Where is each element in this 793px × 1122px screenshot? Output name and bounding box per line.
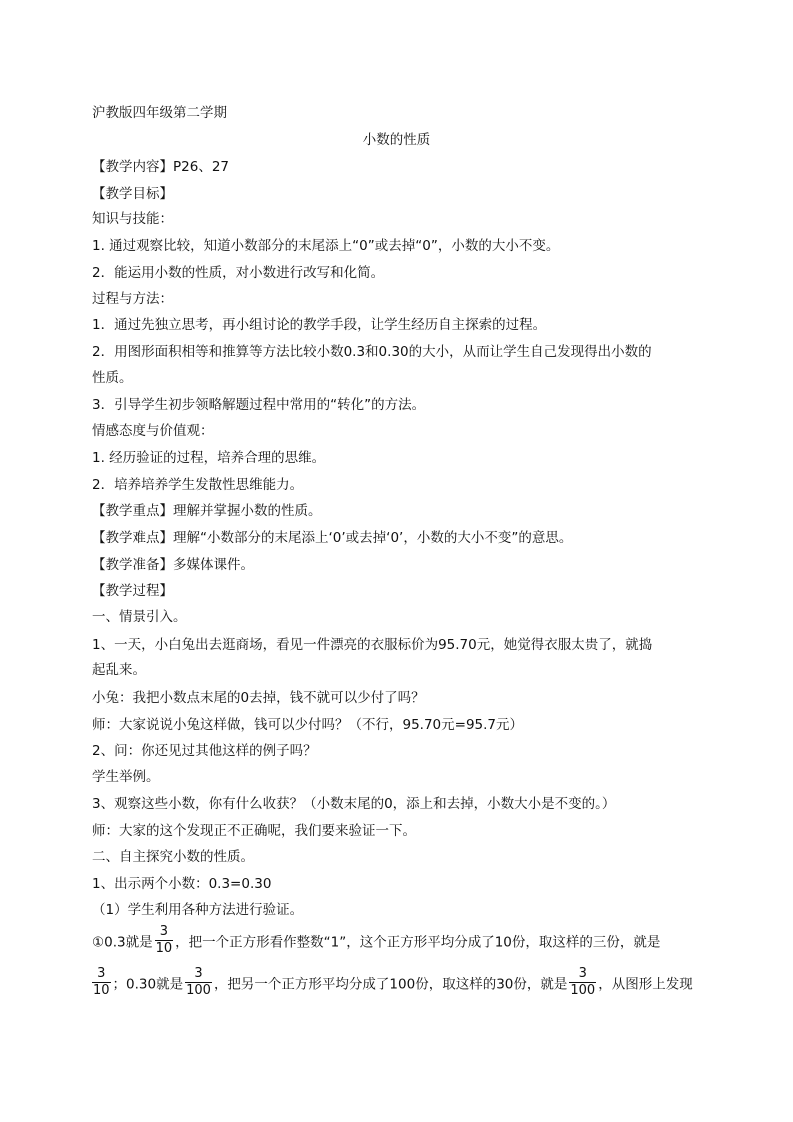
text-line: 【教学过程】: [92, 583, 173, 599]
text-segment: ①0.3就是: [92, 934, 153, 951]
text-line: 2、问：你还见过其他这样的例子吗？: [92, 743, 317, 759]
fraction-denominator: 10: [155, 941, 173, 956]
text-line: 【教学重点】理解并掌握小数的性质。: [92, 503, 322, 519]
fraction: [185, 966, 212, 999]
page-title: 小数的性质: [362, 132, 431, 148]
text-segment: ，从图形上发现: [598, 976, 693, 993]
fraction: [155, 924, 174, 957]
course-label: 沪教版四年级第二学期: [92, 105, 227, 121]
text-line: 起乱来。: [92, 662, 146, 678]
text-line: 性质。: [92, 370, 133, 386]
fraction-numerator: 3: [185, 966, 212, 983]
text-line: 【教学内容】P26、27: [92, 159, 229, 175]
fraction: [569, 966, 596, 999]
fraction: [92, 966, 111, 999]
text-line: 2．用图形面积相等和推算等方法比较小数0.3和0.30的大小，从而让学生自己发现得出小数的: [92, 344, 652, 360]
text-line: 1、一天，小白兔出去逛商场，看见一件漂亮的衣服标价为95.70元，她觉得衣服太贵了，就捣: [92, 637, 653, 653]
text-line: 2．培养培养学生发散性思维能力。: [92, 477, 304, 493]
text-line: 【教学难点】理解“小数部分的末尾添上‘0’或去掉‘0’，小数的大小不变”的意思。: [92, 530, 573, 546]
text-line: 学生举例。: [92, 769, 160, 785]
text-line: 二、自主探究小数的性质。: [92, 849, 254, 865]
text-line: （1）学生利用各种方法进行验证。: [92, 902, 304, 918]
text-line: 3．引导学生初步领略解题过程中常用的“转化”的方法。: [92, 397, 426, 413]
text-line: 1. 通过观察比较，知道小数部分的末尾添上“0”或去掉“0”，小数的大小不变。: [92, 238, 560, 254]
text-line: 1、出示两个小数：0.3=0.30: [92, 876, 272, 892]
text-line: 知识与技能：: [92, 211, 173, 227]
fraction-denominator: 10: [93, 983, 110, 998]
text-line: 【教学准备】多媒体课件。: [92, 557, 254, 573]
text-line: 2．能运用小数的性质，对小数进行改写和化简。: [92, 265, 385, 281]
text-line: 师：大家的这个发现正不正确呢，我们要来验证一下。: [92, 823, 416, 839]
text-segment: ；0.30就是: [112, 976, 184, 993]
fraction-numerator: 3: [569, 966, 596, 983]
fraction-text-line: [92, 966, 693, 999]
text-segment: ，把另一个正方形平均分成了100份，取这样的30份，就是: [213, 976, 568, 993]
text-line: 情感态度与价值观：: [92, 423, 214, 439]
text-line: 一、情景引入。: [92, 609, 187, 625]
text-segment: ，把一个正方形看作整数“1”，这个正方形平均分成了10份，取这样的三份，就是: [175, 934, 661, 951]
text-line: 师：大家说说小兔这样做，钱可以少付吗？（不行，95.70元=95.7元）: [92, 717, 524, 733]
text-line: 【教学目标】: [92, 186, 173, 202]
fraction-denominator: 100: [186, 983, 211, 998]
text-line: 3、观察这些小数，你有什么收获？（小数末尾的0，添上和去掉，小数大小是不变的。）: [92, 796, 616, 812]
text-line: 过程与方法：: [92, 291, 173, 307]
text-line: 小兔：我把小数点末尾的0去掉，钱不就可以少付了吗？: [92, 690, 425, 706]
text-line: 1．通过先独立思考，再小组讨论的教学手段，让学生经历自主探索的过程。: [92, 317, 547, 333]
text-line: 1. 经历验证的过程，培养合理的思维。: [92, 450, 326, 466]
fraction-numerator: 3: [92, 966, 111, 983]
fraction-text-line: [92, 924, 660, 957]
fraction-numerator: 3: [155, 924, 174, 941]
fraction-denominator: 100: [570, 983, 596, 998]
